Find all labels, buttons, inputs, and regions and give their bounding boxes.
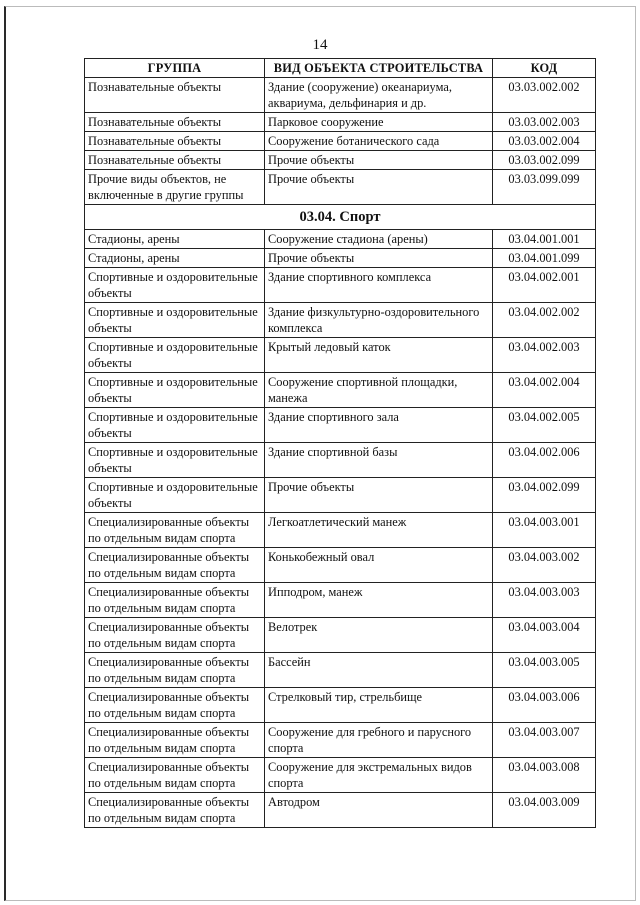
cell-type: Автодром [265, 793, 493, 828]
table-row [85, 338, 596, 373]
cell-type: Сооружение для экстремальных видов спорта [265, 758, 493, 793]
cell-code: 03.04.003.002 [493, 548, 596, 583]
table-row [85, 793, 596, 828]
cell-code: 03.04.003.006 [493, 688, 596, 723]
cell-type: Сооружение для гребного и парусного спорта [265, 723, 493, 758]
cell-group: Спортивные и оздоровительные объекты [85, 303, 265, 338]
cell-code: 03.03.002.004 [493, 132, 596, 151]
header-type: ВИД ОБЪЕКТА СТРОИТЕЛЬСТВА [265, 59, 493, 78]
cell-code: 03.03.002.099 [493, 151, 596, 170]
classification-table [84, 58, 596, 828]
cell-code: 03.03.002.002 [493, 78, 596, 113]
cell-code: 03.03.002.003 [493, 113, 596, 132]
cell-code: 03.04.002.005 [493, 408, 596, 443]
table-row [85, 132, 596, 151]
cell-code: 03.04.003.005 [493, 653, 596, 688]
cell-type: Сооружение стадиона (арены) [265, 230, 493, 249]
table-row [85, 688, 596, 723]
cell-group: Познавательные объекты [85, 132, 265, 151]
cell-code: 03.04.002.001 [493, 268, 596, 303]
cell-code: 03.04.002.002 [493, 303, 596, 338]
cell-type: Бассейн [265, 653, 493, 688]
cell-group: Спортивные и оздоровительные объекты [85, 268, 265, 303]
page-number: 14 [312, 37, 328, 53]
cell-code: 03.04.003.004 [493, 618, 596, 653]
cell-group: Спортивные и оздоровительные объекты [85, 443, 265, 478]
rows-before-section [85, 78, 596, 205]
table-row [85, 478, 596, 513]
cell-code: 03.04.002.006 [493, 443, 596, 478]
cell-type: Здание физкультурно-оздоровительного комплекса [265, 303, 493, 338]
table-row [85, 548, 596, 583]
table-row [85, 249, 596, 268]
cell-code: 03.04.002.003 [493, 338, 596, 373]
cell-code: 03.04.003.009 [493, 793, 596, 828]
cell-type: Прочие объекты [265, 249, 493, 268]
cell-code: 03.04.001.099 [493, 249, 596, 268]
cell-type: Ипподром, манеж [265, 583, 493, 618]
cell-group: Специализированные объекты по отдельным видам спорта [85, 583, 265, 618]
cell-code: 03.04.003.003 [493, 583, 596, 618]
cell-group: Познавательные объекты [85, 113, 265, 132]
cell-group: Спортивные и оздоровительные объекты [85, 338, 265, 373]
cell-group: Стадионы, арены [85, 249, 265, 268]
cell-type: Прочие объекты [265, 151, 493, 170]
table-row [85, 113, 596, 132]
cell-group: Специализированные объекты по отдельным видам спорта [85, 793, 265, 828]
cell-group: Специализированные объекты по отдельным видам спорта [85, 513, 265, 548]
cell-type: Крытый ледовый каток [265, 338, 493, 373]
cell-type: Конькобежный овал [265, 548, 493, 583]
table-row [85, 303, 596, 338]
table-header-row [85, 59, 596, 78]
cell-group: Прочие виды объектов, не включенные в другие группы [85, 170, 265, 205]
cell-type: Здание (сооружение) океанариума, аквариума, дельфинария и др. [265, 78, 493, 113]
cell-code: 03.04.003.007 [493, 723, 596, 758]
rows-after-section [85, 230, 596, 828]
cell-group: Стадионы, арены [85, 230, 265, 249]
table-row [85, 723, 596, 758]
cell-group: Познавательные объекты [85, 78, 265, 113]
cell-type: Парковое сооружение [265, 113, 493, 132]
cell-type: Велотрек [265, 618, 493, 653]
table-row [85, 268, 596, 303]
cell-code: 03.04.003.001 [493, 513, 596, 548]
table-row [85, 583, 596, 618]
table-row [85, 758, 596, 793]
cell-type: Прочие объекты [265, 170, 493, 205]
table-row [85, 78, 596, 113]
cell-code: 03.03.099.099 [493, 170, 596, 205]
cell-group: Специализированные объекты по отдельным видам спорта [85, 723, 265, 758]
cell-type: Здание спортивного зала [265, 408, 493, 443]
cell-group: Спортивные и оздоровительные объекты [85, 373, 265, 408]
table-row [85, 230, 596, 249]
header-group: ГРУППА [85, 59, 265, 78]
table-row [85, 443, 596, 478]
cell-group: Специализированные объекты по отдельным видам спорта [85, 688, 265, 723]
cell-code: 03.04.001.001 [493, 230, 596, 249]
header-code: КОД [493, 59, 596, 78]
cell-type: Прочие объекты [265, 478, 493, 513]
table-row [85, 408, 596, 443]
cell-code: 03.04.003.008 [493, 758, 596, 793]
cell-group: Специализированные объекты по отдельным видам спорта [85, 618, 265, 653]
section-row [85, 205, 596, 230]
cell-group: Специализированные объекты по отдельным видам спорта [85, 548, 265, 583]
table-row [85, 513, 596, 548]
table-row [85, 653, 596, 688]
cell-code: 03.04.002.099 [493, 478, 596, 513]
cell-group: Специализированные объекты по отдельным видам спорта [85, 758, 265, 793]
section-block [85, 205, 596, 230]
cell-group: Спортивные и оздоровительные объекты [85, 408, 265, 443]
cell-type: Здание спортивного комплекса [265, 268, 493, 303]
table-row [85, 170, 596, 205]
cell-type: Легкоатлетический манеж [265, 513, 493, 548]
table-row [85, 151, 596, 170]
cell-type: Стрелковый тир, стрельбище [265, 688, 493, 723]
section-title: 03.04. Спорт [85, 205, 596, 230]
cell-type: Здание спортивной базы [265, 443, 493, 478]
cell-group: Спортивные и оздоровительные объекты [85, 478, 265, 513]
cell-group: Познавательные объекты [85, 151, 265, 170]
cell-type: Сооружение ботанического сада [265, 132, 493, 151]
table-row [85, 373, 596, 408]
cell-group: Специализированные объекты по отдельным видам спорта [85, 653, 265, 688]
table-row [85, 618, 596, 653]
cell-code: 03.04.002.004 [493, 373, 596, 408]
cell-type: Сооружение спортивной площадки, манежа [265, 373, 493, 408]
